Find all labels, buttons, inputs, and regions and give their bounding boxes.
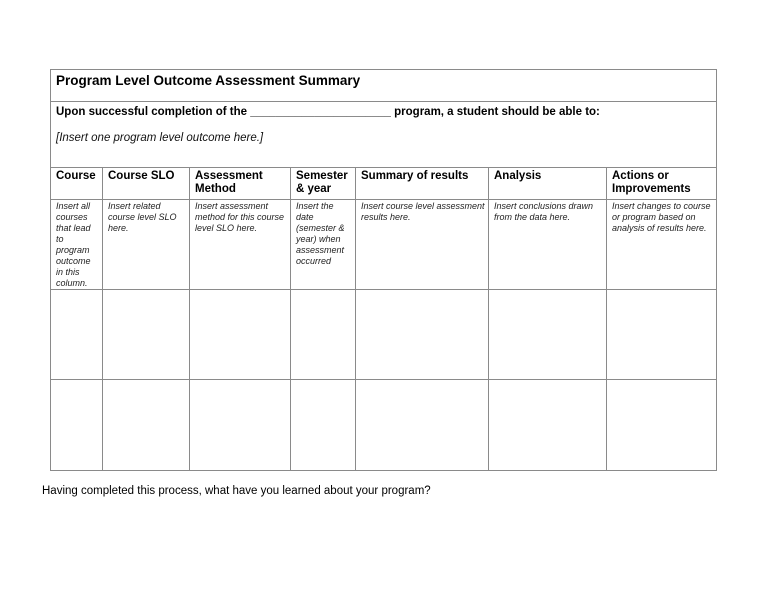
title-row	[51, 70, 717, 102]
table-cell[interactable]	[103, 290, 190, 380]
column-header-actions-improvements: Actions or Improvements	[607, 168, 717, 200]
instruction-row	[51, 200, 717, 290]
document-title: Program Level Outcome Assessment Summary	[56, 73, 361, 88]
table-cell[interactable]	[356, 380, 489, 471]
outcome-row	[51, 102, 717, 168]
table-row	[51, 380, 717, 471]
table-cell[interactable]	[51, 380, 103, 471]
table-cell[interactable]	[607, 380, 717, 471]
column-header-summary-of-results: Summary of results	[356, 168, 489, 200]
table-cell[interactable]	[291, 380, 356, 471]
cell-analysis-instruction[interactable]: Insert conclusions drawn from the data here.	[489, 200, 607, 290]
table-cell[interactable]	[489, 290, 607, 380]
header-row	[51, 168, 717, 200]
table-cell[interactable]	[291, 290, 356, 380]
table-cell[interactable]	[356, 290, 489, 380]
column-header-course: Course	[51, 168, 103, 200]
cell-semester-year-instruction[interactable]: Insert the date (semester & year) when assessment occurred	[291, 200, 356, 290]
table-cell[interactable]	[190, 380, 291, 471]
outcome-cell[interactable]	[51, 102, 717, 168]
outcome-prompt: Upon successful completion of the ______________________ program, a student should be able to:	[56, 106, 600, 118]
table-cell[interactable]	[190, 290, 291, 380]
column-header-semester-year: Semester & year	[291, 168, 356, 200]
title-cell	[51, 70, 717, 102]
column-header-assessment-method: Assessment Method	[190, 168, 291, 200]
table-cell[interactable]	[489, 380, 607, 471]
cell-course-instruction[interactable]: Insert all courses that lead to program outcome in this column.	[51, 200, 103, 290]
reflection-question: Having completed this process, what have you learned about your program?	[42, 485, 431, 497]
column-header-course-slo: Course SLO	[103, 168, 190, 200]
outcome-placeholder[interactable]: [Insert one program level outcome here.]	[56, 132, 264, 144]
cell-summary-instruction[interactable]: Insert course level assessment results here.	[356, 200, 489, 290]
table-cell[interactable]	[607, 290, 717, 380]
column-header-analysis: Analysis	[489, 168, 607, 200]
cell-actions-instruction[interactable]: Insert changes to course or program based on analysis of results here.	[607, 200, 717, 290]
table-cell[interactable]	[51, 290, 103, 380]
table-row	[51, 290, 717, 380]
table-cell[interactable]	[103, 380, 190, 471]
cell-course-slo-instruction[interactable]: Insert related course level SLO here.	[103, 200, 190, 290]
cell-assessment-method-instruction[interactable]: Insert assessment method for this course level SLO here.	[190, 200, 291, 290]
assessment-summary-table	[50, 69, 717, 471]
